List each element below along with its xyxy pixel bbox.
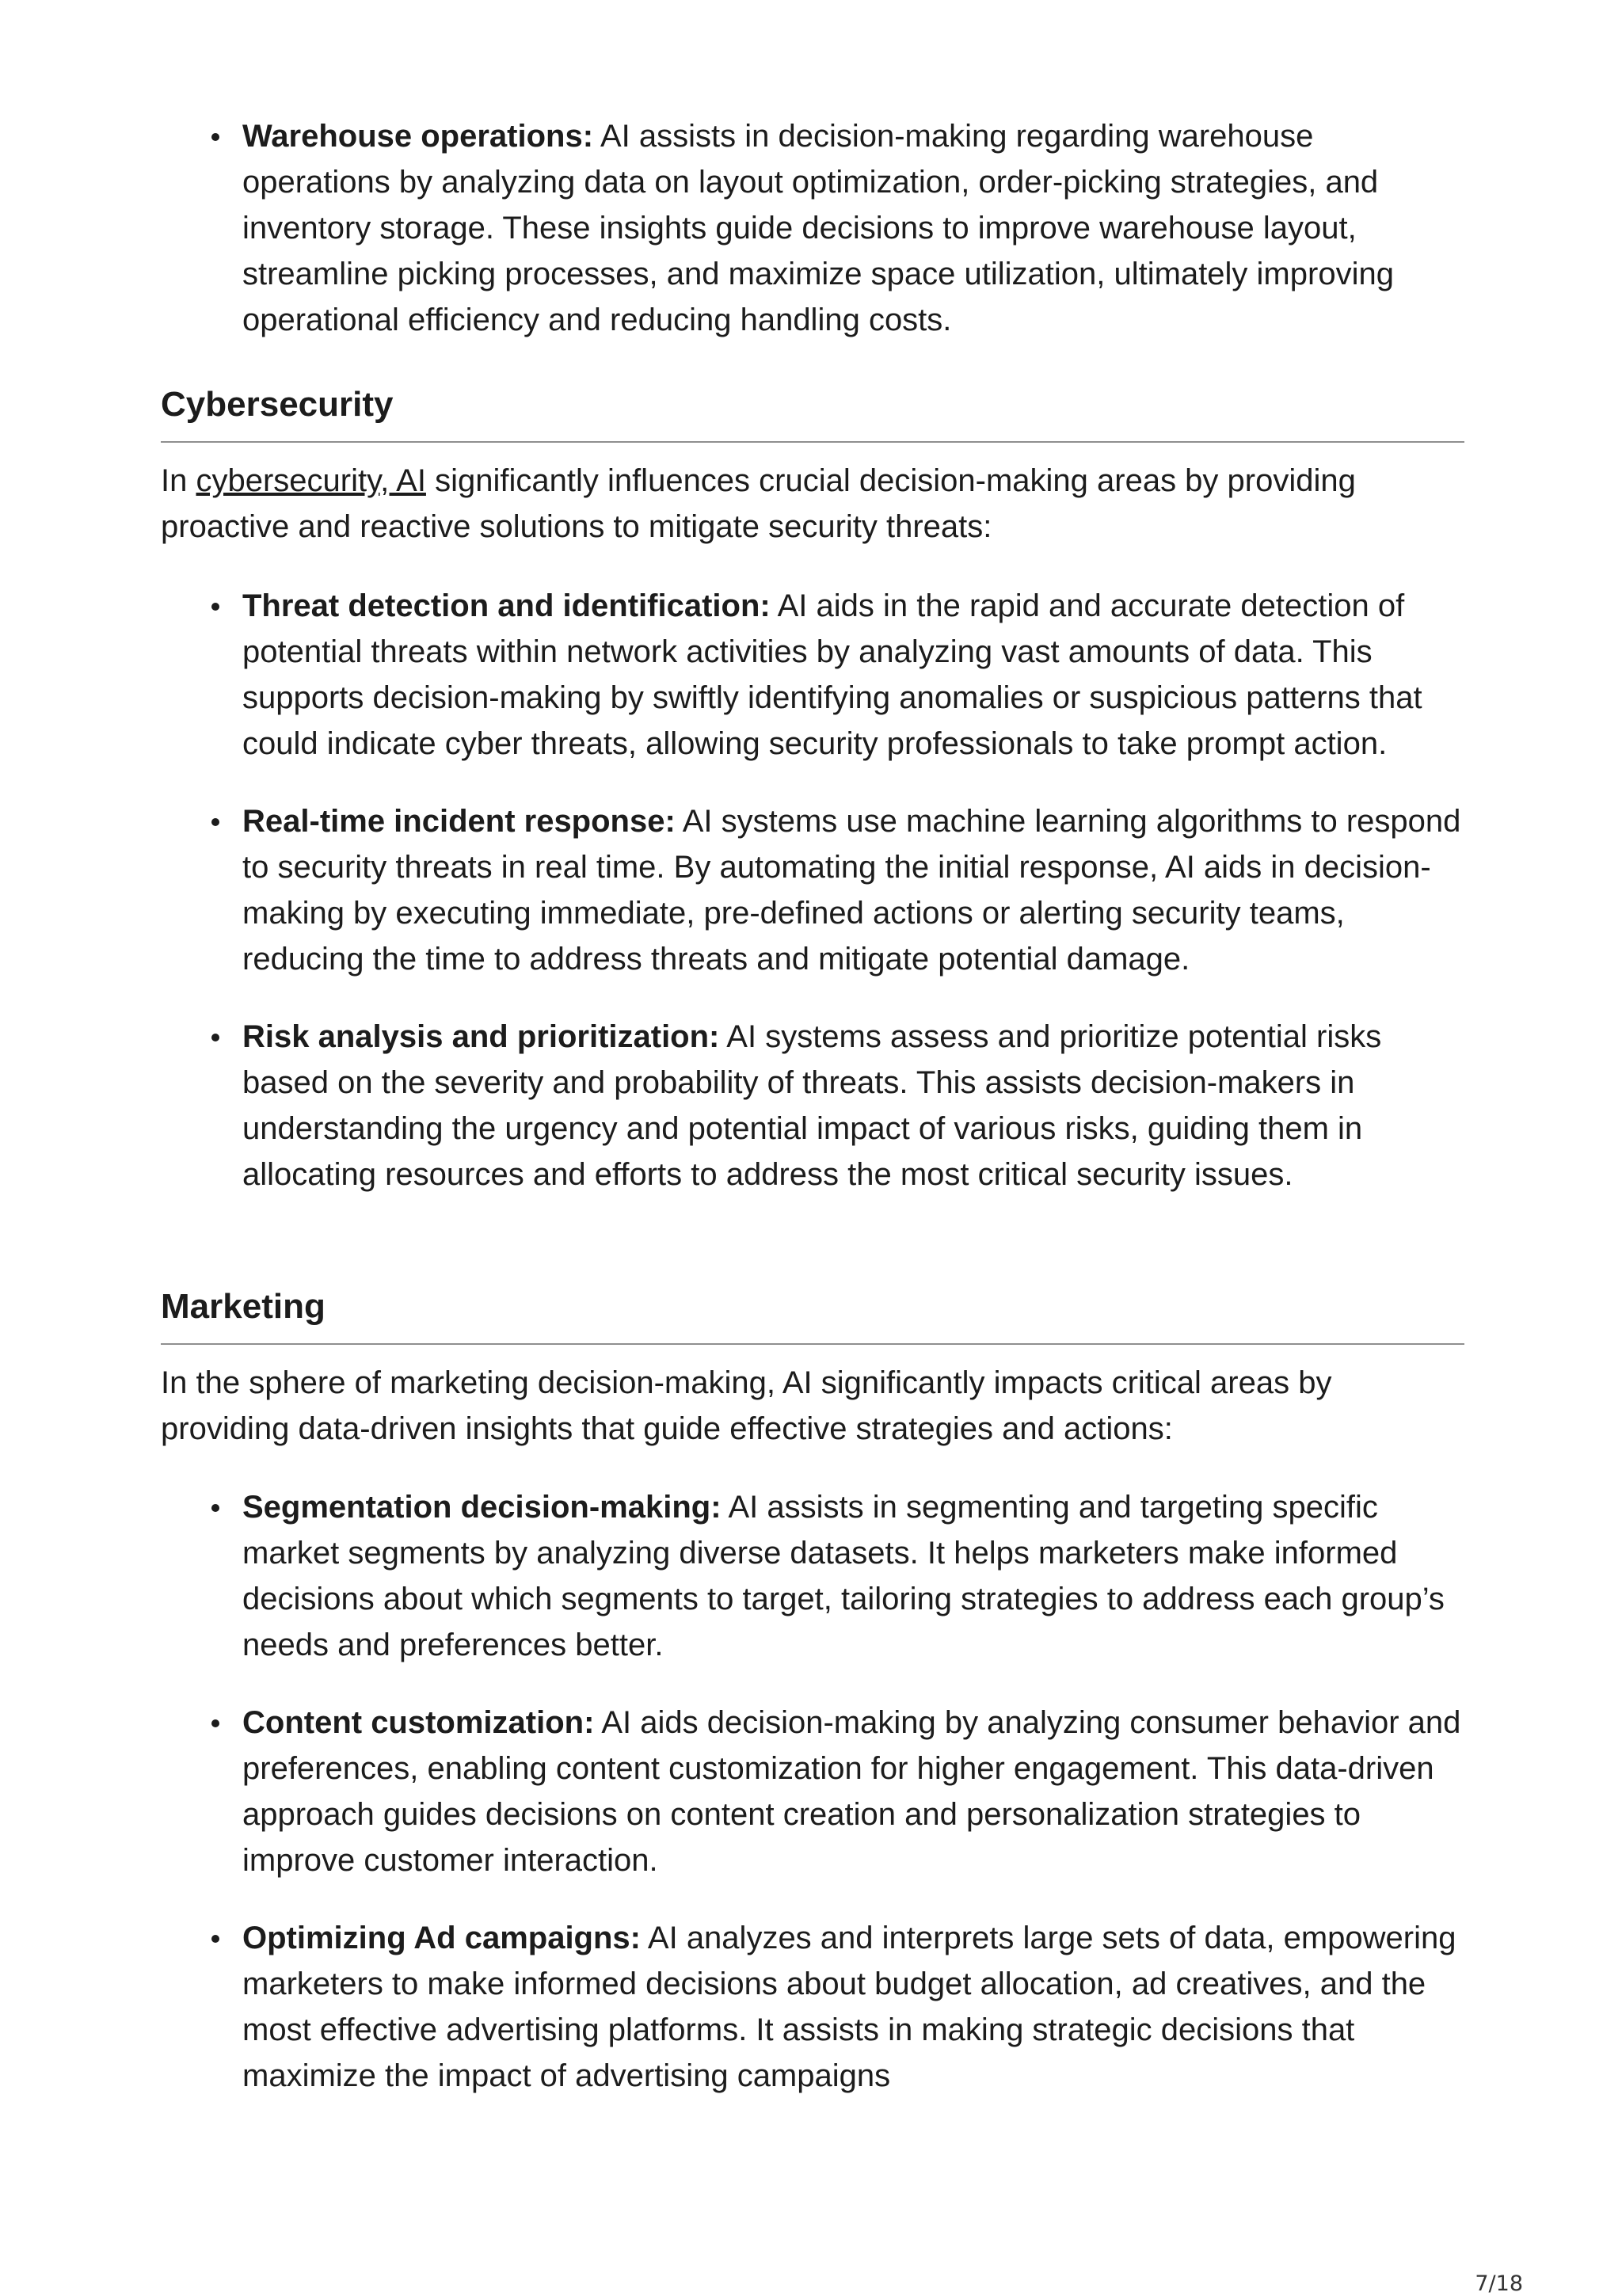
list-item-content-customization: [161, 1700, 1464, 1883]
page-number: 7/18: [1475, 2271, 1523, 2296]
list-item-text: AI systems use machine learning algorithms to respond to security threats in real time. By automating the initial response, AI aids in decision-making by executing immediate, pre-defined actions or alerting security teams, reducing the time to address threats and mitigate potential damage.: [242, 804, 1461, 977]
list-item-term: Warehouse operations:: [242, 119, 594, 154]
list-item-text: AI analyzes and interprets large sets of data, empowering marketers to make informed decisions about budget allocation, ad creatives, and the most effective advertising platforms. It assists in making strategic decisions that maximize the impact of advertising campaigns: [242, 1921, 1456, 2093]
bullet-icon: [211, 818, 219, 826]
cybersecurity-list: [161, 583, 1464, 1197]
list-item-term: Optimizing Ad campaigns:: [242, 1921, 641, 1955]
list-item-term: Content customization:: [242, 1705, 595, 1740]
marketing-section: [161, 1283, 1464, 1345]
bullet-icon: [211, 133, 219, 141]
list-item-threat-detection: [161, 583, 1464, 767]
bullet-icon: [211, 603, 219, 611]
cybersecurity-intro: [161, 458, 1464, 550]
intro-suffix: significantly influences crucial decision-making areas by providing proactive and reactive solutions to mitigate security threats:: [161, 463, 1356, 544]
list-item-text: AI aids decision-making by analyzing consumer behavior and preferences, enabling content customization for higher engagement. This data-driven approach guides decisions on content creation and personalization strategies to improve customer interaction.: [242, 1705, 1461, 1878]
bullet-icon: [211, 1504, 219, 1512]
list-item-term: Segmentation decision-making:: [242, 1490, 722, 1525]
list-item-text: AI systems assess and prioritize potential risks based on the severity and probability of threats. This assists decision-makers in understanding the urgency and potential impact of various risks, guiding them in allocating resources and efforts to address the most critical security issues.: [242, 1019, 1382, 1192]
list-item-text: AI aids in the rapid and accurate detection of potential threats within network activities by analyzing vast amounts of data. This supports decision-making by swiftly identifying anomalies or suspicious patterns that could indicate cyber threats, allowing security professionals to take prompt action.: [242, 588, 1422, 761]
list-item-segmentation: [161, 1484, 1464, 1668]
cybersecurity-section: [161, 381, 1464, 443]
intro-prefix: In: [161, 463, 196, 498]
cybersecurity-ai-link[interactable]: cybersecurity, AI: [196, 463, 426, 498]
list-item-term: Risk analysis and prioritization:: [242, 1019, 720, 1054]
marketing-intro: In the sphere of marketing decision-making, AI significantly impacts critical areas by providing data-driven insights that guide effective strategies and actions:: [161, 1365, 1332, 1446]
list-item-text: AI assists in decision-making regarding warehouse operations by analyzing data on layout optimization, order-picking strategies, and inventory storage. These insights guide decisions to improve warehouse layout, streamline picking processes, and maximize space utilization, ultimately improving operational efficiency and reducing handling costs.: [242, 119, 1394, 337]
list-item-term: Real-time incident response:: [242, 804, 676, 839]
list-item-text: AI assists in segmenting and targeting specific market segments by analyzing diverse datasets. It helps marketers make informed decisions about which segments to target, tailoring strategies to address each group’s needs and preferences better.: [242, 1490, 1445, 1662]
list-item-term: Threat detection and identification:: [242, 588, 771, 623]
list-item-incident-response: [161, 798, 1464, 982]
list-item-ad-campaigns: [161, 1915, 1464, 2099]
warehouse-list: [161, 113, 1464, 343]
section-heading-cybersecurity: Cybersecurity: [161, 381, 1464, 443]
bullet-icon: [211, 1719, 219, 1727]
bullet-icon: [211, 1935, 219, 1943]
bullet-icon: [211, 1034, 219, 1041]
list-item-risk-analysis: [161, 1014, 1464, 1197]
section-heading-marketing: Marketing: [161, 1283, 1464, 1345]
list-item-warehouse-operations: [161, 113, 1464, 343]
marketing-list: [161, 1484, 1464, 2099]
